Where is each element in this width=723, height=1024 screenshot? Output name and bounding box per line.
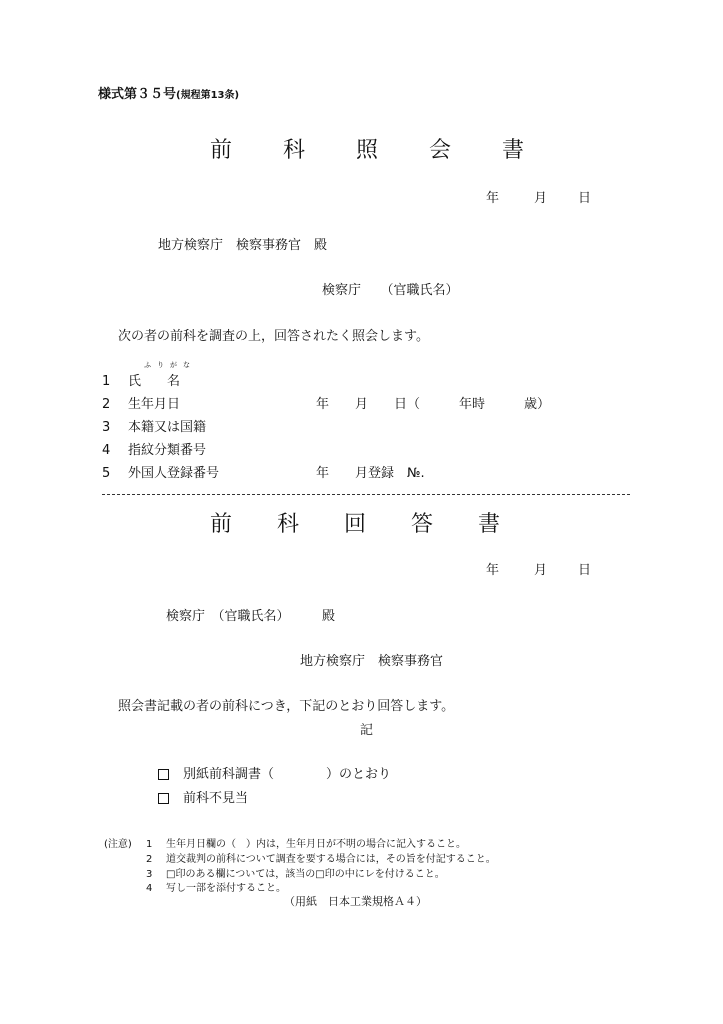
note-text: 道交裁判の前科について調査を要する場合には，その旨を付記すること。 bbox=[166, 854, 496, 865]
alien-registration-detail: 年 月登録 №. bbox=[316, 466, 425, 481]
inquiry-title-char: 照 bbox=[355, 138, 378, 163]
note-item bbox=[146, 840, 466, 850]
inquiry-date-month: 月 bbox=[534, 191, 548, 206]
paper-spec: （用紙 日本工業規格Ａ４） bbox=[284, 895, 427, 908]
reply-text: 照会書記載の者の前科につき，下記のとおり回答します。 bbox=[118, 699, 455, 714]
item-label: 指紋分類番号 bbox=[128, 443, 207, 458]
reply-title-char: 前 bbox=[210, 512, 233, 537]
note-item bbox=[146, 870, 445, 880]
reply-date-year: 年 bbox=[486, 563, 500, 578]
reply-addressee: 検察庁 （官職氏名） 殿 bbox=[166, 609, 336, 624]
reply-title-char: 書 bbox=[477, 512, 500, 537]
birthdate-detail: 年 月 日（ 年時 歳） bbox=[316, 397, 551, 412]
item-label: 氏 名 bbox=[128, 374, 181, 389]
inquiry-sender: 検察庁 （官職氏名） bbox=[322, 283, 459, 298]
inquiry-request-text: 次の者の前科を調査の上，回答されたく照会します。 bbox=[118, 329, 429, 344]
note-item bbox=[146, 855, 496, 865]
inquiry-date-year: 年 bbox=[486, 191, 500, 206]
reply-sender: 地方検察庁 検察事務官 bbox=[300, 654, 444, 669]
note-text: 生年月日欄の（ ）内は，生年月日が不明の場合に記入すること。 bbox=[166, 839, 466, 850]
item-number: 1 bbox=[102, 374, 111, 389]
item-row-fingerprint bbox=[102, 444, 206, 457]
item-number: 5 bbox=[102, 466, 111, 481]
reply-title-char: 回 bbox=[343, 512, 366, 537]
item-row-alien-registration bbox=[102, 467, 425, 480]
inquiry-addressee: 地方検察庁 検察事務官 殿 bbox=[158, 238, 328, 253]
item-label: 本籍又は国籍 bbox=[128, 420, 207, 435]
note-number: 1 bbox=[146, 839, 153, 850]
inquiry-title bbox=[210, 140, 524, 162]
inquiry-title-char: 書 bbox=[501, 138, 524, 163]
option-label: 前科不見当 bbox=[183, 791, 249, 806]
cut-line-divider bbox=[102, 494, 630, 495]
item-row-birthdate bbox=[102, 398, 550, 411]
inquiry-title-char: 前 bbox=[210, 138, 233, 163]
reply-date-month: 月 bbox=[534, 563, 548, 578]
form-number-ref: (規程第13条) bbox=[176, 90, 240, 101]
note-number: 2 bbox=[146, 854, 153, 865]
form-number-text: 様式第３５号 bbox=[98, 87, 177, 102]
furigana-label: ふりがな bbox=[144, 361, 196, 369]
item-row-name bbox=[102, 375, 180, 388]
item-label: 生年月日 bbox=[128, 397, 181, 412]
option-no-record bbox=[158, 792, 248, 805]
reply-date-day: 日 bbox=[578, 563, 592, 578]
no-record-checkbox[interactable] bbox=[158, 793, 169, 804]
note-text: 写し一部を添付すること。 bbox=[166, 883, 286, 894]
form-number bbox=[98, 88, 239, 101]
note-item bbox=[146, 884, 286, 894]
inquiry-date-day: 日 bbox=[578, 191, 592, 206]
reply-title-char: 科 bbox=[276, 512, 299, 537]
item-number: 2 bbox=[102, 397, 111, 412]
option-attached-record bbox=[158, 768, 391, 781]
note-number: 3 bbox=[146, 869, 153, 880]
item-row-domicile bbox=[102, 421, 206, 434]
note-number: 4 bbox=[146, 883, 153, 894]
attached-record-checkbox[interactable] bbox=[158, 769, 169, 780]
inquiry-title-char: 科 bbox=[282, 138, 305, 163]
inquiry-title-char: 会 bbox=[428, 138, 451, 163]
notes-header: (注意) bbox=[104, 839, 132, 850]
item-number: 3 bbox=[102, 420, 111, 435]
option-label: 別紙前科調書（ ）のとおり bbox=[183, 767, 392, 782]
reply-title bbox=[210, 514, 500, 536]
note-text: □印のある欄については，該当の□印の中にレを付けること。 bbox=[166, 869, 445, 880]
item-number: 4 bbox=[102, 443, 111, 458]
item-label: 外国人登録番号 bbox=[128, 466, 220, 481]
reply-title-char: 答 bbox=[410, 512, 433, 537]
ki-heading: 記 bbox=[360, 723, 374, 738]
